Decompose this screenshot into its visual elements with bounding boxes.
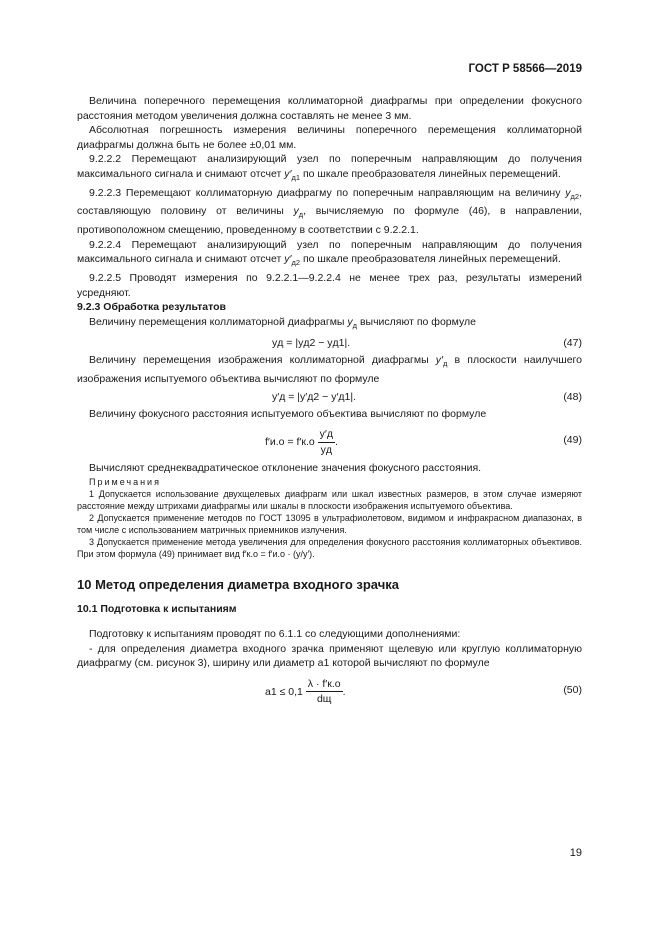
formula-number: (48) — [563, 390, 582, 403]
fraction-denominator: dщ — [316, 693, 332, 706]
formula-fraction — [318, 427, 335, 457]
page-number: 19 — [569, 847, 582, 859]
formula-49: f′и.о = f′к.о $\frac{y'д}{yд}$ . (49) — [265, 428, 582, 456]
paragraph-9-2-2-3: 9.2.2.3 Перемещают коллиматорную диафрагму по поперечным направляющим на величину $y_{д2}$, составляющую половину от величины $y_д$, вычисляемую по формуле (46), в направлении, противоположном смещению, проведенному в соответствии с 9.2.2.1. — [77, 186, 582, 237]
page-content — [77, 94, 582, 711]
subsection-heading-9-2-3: 9.2.3 Обработка результатов — [77, 301, 226, 314]
fraction-numerator: y′д — [318, 427, 335, 443]
notes-title: Примечания — [89, 476, 161, 487]
note-item: 1 Допускается использование двухщелевых диафрагм или шкал известных размеров, в этом случае измеряют расстояние между штрихами диафрагмы или шкалы в плоскости изображения испытуемого объектива. — [77, 488, 582, 511]
formula-50: a1 ≤ 0,1 $\frac{\lambda \cdot f'к.о}{dщ}$ . (50) — [265, 677, 582, 706]
paragraph: Величину фокусного расстояния испытуемого объектива вычисляют по формуле — [89, 407, 487, 420]
paragraph-9-2-2-2: 9.2.2.2 Перемещают анализирующий узел по поперечным направляющим до получения максимального сигнала и снимают отсчет $y'_{д1}$ по шкале преобразователя линейных перемещений. — [77, 153, 582, 183]
paragraph: Подготовку к испытаниям проводят по 6.1.1 со следующими дополнениями: — [89, 628, 461, 641]
standard-header: ГОСТ Р 58566—2019 — [468, 63, 582, 75]
formula-number: (49) — [563, 434, 582, 447]
formula-47 — [77, 333, 582, 353]
paragraph: Величина поперечного перемещения коллиматорной диафрагмы при определении фокусного расстояния методом увеличения должна составлять не менее 3 мм. — [77, 95, 582, 122]
note-item: 3 Допускается применение метода увеличения для определения фокусного расстояния коллиматорных объективов. При этом формула (49) принимает вид f′к.о = f′и.о · (y/y′). — [77, 536, 582, 559]
paragraph-9-2-2-4: 9.2.2.4 Перемещают анализирующий узел по поперечным направляющим до получения максимального сигнала и снимают отсчет $y'_{д2}$ по шкале преобразователя линейных перемещений. — [77, 238, 582, 268]
paragraph: Величину перемещения коллиматорной диафрагмы $y_д$ вычисляют по формуле — [89, 315, 476, 330]
paragraph: Абсолютная погрешность измерения величины поперечного перемещения коллиматорной диафрагмы должна быть не более ±0,01 мм. — [77, 124, 582, 151]
paragraph: Величину перемещения изображения коллиматорной диафрагмы $y'_д$ в плоскости наилучшего изображения испытуемого объектива вычисляют по формуле — [77, 354, 582, 386]
notes-block — [77, 476, 582, 560]
formula-48 — [77, 387, 582, 407]
fraction-denominator: yд — [320, 443, 333, 456]
formula-number: (47) — [563, 337, 582, 350]
formula-fraction — [306, 677, 343, 707]
paragraph-9-2-2-5: 9.2.2.5 Проводят измерения по 9.2.2.1—9.2.2.4 не менее трех раз, результаты измерений усредняют. — [77, 271, 582, 299]
formula-number: (50) — [563, 683, 582, 696]
note-item: 2 Допускается применение методов по ГОСТ 13095 в ультрафиолетовом, видимом и инфракрасном диапазонах, в том числе с использованием матричных приемников излучения. — [77, 512, 582, 535]
section-heading-10: 10 Метод определения диаметра входного зрачка — [77, 576, 399, 592]
formula-lhs: a1 ≤ 0,1 — [265, 685, 303, 698]
fraction-numerator: λ · f′к.о — [306, 677, 343, 693]
formula-expression: y′д = |y′д2 − y′д1|. — [272, 390, 357, 403]
paragraph: Вычисляют среднеквадратическое отклонение значения фокусного расстояния. — [89, 462, 482, 475]
formula-expression: yд = |yд2 − yд1|. — [272, 337, 351, 350]
subsection-heading-10-1: 10.1 Подготовка к испытаниям — [77, 603, 237, 616]
formula-lhs: f′и.о = f′к.о — [265, 436, 315, 449]
paragraph: - для определения диаметра входного зрачка применяют щелевую или круглую коллиматорную диафрагму (см. рисунок 3), ширину или диаметр a1 которой вычисляют по формуле — [77, 642, 582, 670]
